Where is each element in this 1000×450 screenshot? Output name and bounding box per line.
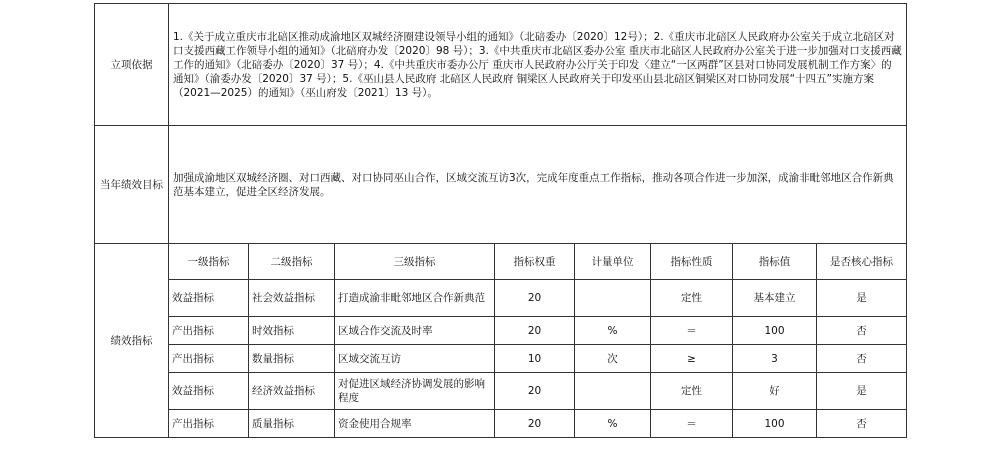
cell-nature: 定性 [651, 280, 733, 317]
cell-nature: ＝ [651, 410, 733, 438]
cell-weight: 20 [495, 317, 575, 345]
cell-nature: 定性 [651, 373, 733, 410]
cell-level2: 时效指标 [249, 317, 335, 345]
cell-level1: 产出指标 [169, 410, 249, 438]
cell-level3: 区域交流互访 [335, 345, 495, 373]
cell-nature: ＝ [651, 317, 733, 345]
cell-level2: 社会效益指标 [249, 280, 335, 317]
goal-row [95, 126, 907, 244]
cell-value: 3 [733, 345, 817, 373]
cell-value: 好 [733, 373, 817, 410]
table-row [95, 345, 907, 373]
cell-core: 是 [817, 373, 907, 410]
header-unit: 计量单位 [575, 244, 651, 280]
cell-core: 否 [817, 317, 907, 345]
cell-level1: 效益指标 [169, 373, 249, 410]
cell-unit: % [575, 317, 651, 345]
cell-weight: 20 [495, 373, 575, 410]
cell-weight: 20 [495, 280, 575, 317]
cell-value: 100 [733, 410, 817, 438]
metrics-label: 绩效指标 [95, 244, 169, 438]
cell-level3: 区域合作交流及时率 [335, 317, 495, 345]
cell-core: 否 [817, 345, 907, 373]
cell-unit: 次 [575, 345, 651, 373]
cell-level1: 产出指标 [169, 345, 249, 373]
cell-core: 是 [817, 280, 907, 317]
cell-value: 100 [733, 317, 817, 345]
cell-level1: 产出指标 [169, 317, 249, 345]
cell-level2: 数量指标 [249, 345, 335, 373]
cell-level2: 质量指标 [249, 410, 335, 438]
cell-unit [575, 373, 651, 410]
header-nature: 指标性质 [651, 244, 733, 280]
goal-text: 加强成渝地区双城经济圈、对口西藏、对口协同巫山合作，区域交流互访3次，完成年度重点工作指标，推动各项合作进一步加深，成渝非毗邻地区合作新典范基本建立，促进全区经济发展。 [169, 126, 907, 244]
metrics-header-row [95, 244, 907, 280]
table-row [95, 317, 907, 345]
cell-unit: % [575, 410, 651, 438]
basis-label: 立项依据 [95, 4, 169, 126]
header-level3: 三级指标 [335, 244, 495, 280]
table-row [95, 280, 907, 317]
cell-unit [575, 280, 651, 317]
performance-target-table [94, 3, 906, 446]
cell-level3: 资金使用合规率 [335, 410, 495, 438]
header-level1: 一级指标 [169, 244, 249, 280]
header-value: 指标值 [733, 244, 817, 280]
cell-weight: 20 [495, 410, 575, 438]
cell-value: 基本建立 [733, 280, 817, 317]
table-row [95, 410, 907, 438]
basis-text: 1.《关于成立重庆市北碚区推动成渝地区双城经济圈建设领导小组的通知》（北碚委办〔2020〕12号）；2.《重庆市北碚区人民政府办公室关于成立北碚区对口支援西藏工作领导小组的通知》（北碚府办发〔2020〕98 号）；3.《中共重庆市北碚区委办公室 重庆市北碚区人民政府办公室关于进一步加强对口支援西藏工作的通知》（北碚委办〔2020〕37 号）；4.《中共重庆市委办公厅 重庆市人民政府办公厅关于印发〈建立“一区两群”区县对口协同发展机制工作方案〉的通知》（渝委办发〔2020〕37 号）；5.《巫山县人民政府 北碚区人民政府 铜梁区人民政府关于印发巫山县北碚区铜梁区对口协同发展“十四五”实施方案（2021—2025）的通知》（巫山府发〔2021〕13 号）。 [169, 4, 907, 126]
header-level2: 二级指标 [249, 244, 335, 280]
cell-weight: 10 [495, 345, 575, 373]
header-weight: 指标权重 [495, 244, 575, 280]
table-row [95, 373, 907, 410]
cell-level2: 经济效益指标 [249, 373, 335, 410]
cell-level3: 打造成渝非毗邻地区合作新典范 [335, 280, 495, 317]
cell-nature: ≥ [651, 345, 733, 373]
goal-label: 当年绩效目标 [95, 126, 169, 244]
header-core: 是否核心指标 [817, 244, 907, 280]
cell-level3: 对促进区域经济协调发展的影响程度 [335, 373, 495, 410]
cell-core: 否 [817, 410, 907, 438]
cell-level1: 效益指标 [169, 280, 249, 317]
basis-row [95, 4, 907, 126]
